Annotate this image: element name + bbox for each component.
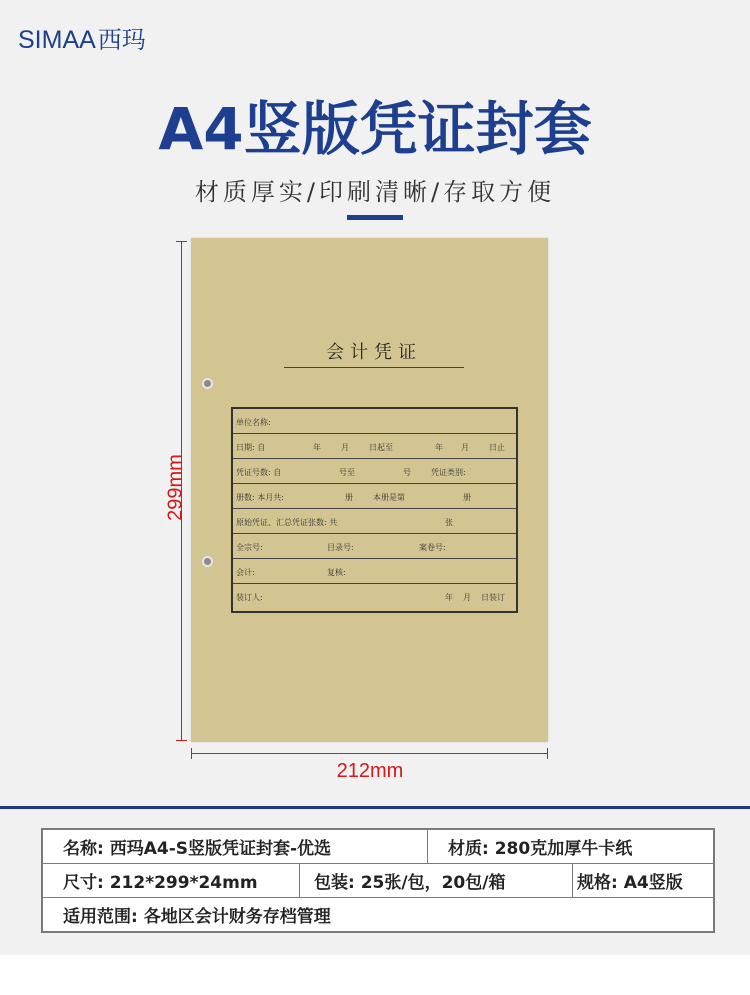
form-field: 月 — [461, 443, 469, 452]
form-field: 日止 — [489, 443, 505, 452]
page-title: A4竖版凭证封套 — [158, 95, 592, 163]
envelope-title-underline — [284, 367, 464, 368]
form-field: 会计: — [236, 568, 255, 577]
form-field: 凭证号数: 自 — [236, 468, 282, 477]
form-field: 复核: — [327, 568, 346, 577]
form-field: 册 — [463, 493, 471, 502]
brand-latin: SIMAA — [18, 26, 96, 54]
form-field: 日起至 — [369, 443, 393, 452]
form-field: 原始凭证、汇总凭证张数: 共 — [236, 518, 338, 527]
spec-table — [41, 828, 715, 933]
footer-band — [0, 955, 750, 995]
envelope-image — [191, 238, 548, 742]
spec-material: 材质: 280克加厚牛卡纸 — [428, 830, 713, 864]
form-row — [233, 534, 516, 559]
width-dimension-left-tick — [191, 748, 192, 759]
form-row — [233, 409, 516, 434]
form-field: 日装订 — [481, 593, 505, 602]
form-field: 案卷号: — [419, 543, 446, 552]
height-dimension-top-tick — [176, 241, 187, 242]
form-field: 日期: 自 — [236, 443, 266, 452]
envelope-form-table — [231, 407, 518, 613]
binding-hole — [202, 378, 213, 389]
form-row — [233, 434, 516, 459]
spec-usage: 适用范围: 各地区会计财务存档管理 — [63, 907, 331, 927]
form-field: 全宗号: — [236, 543, 263, 552]
brand-chinese: 西玛 — [97, 26, 146, 54]
form-field: 号至 — [339, 468, 355, 477]
form-field: 年 — [313, 443, 321, 452]
form-row — [233, 559, 516, 584]
section-divider — [0, 806, 750, 809]
form-field: 年 — [435, 443, 443, 452]
spec-size: 尺寸: 212*299*24mm — [43, 864, 300, 898]
form-row — [233, 484, 516, 509]
spec-name: 名称: 西玛A4-S竖版凭证封套-优选 — [43, 830, 428, 864]
form-field: 册 — [345, 493, 353, 502]
spec-packing: 包装: 25张/包，20包/箱 — [300, 864, 573, 898]
form-field: 册数: 本月共: — [236, 493, 284, 502]
width-dimension-label: 212mm — [336, 760, 404, 782]
form-field: 月 — [463, 593, 471, 602]
height-dimension-bottom-tick — [176, 740, 187, 741]
subtitle-underline — [347, 215, 403, 220]
height-dimension-label: 299mm — [164, 454, 187, 521]
form-row — [233, 509, 516, 534]
form-field: 张 — [445, 518, 453, 527]
spec-format: 规格: A4竖版 — [573, 864, 713, 898]
binding-hole — [202, 556, 213, 567]
form-field: 目录号: — [327, 543, 354, 552]
form-row — [233, 459, 516, 484]
form-field: 号 — [403, 468, 411, 477]
form-field: 本册是第 — [373, 493, 405, 502]
width-dimension-right-tick — [547, 748, 548, 759]
brand-logo — [18, 20, 146, 55]
form-field: 年 — [445, 593, 453, 602]
form-field: 月 — [341, 443, 349, 452]
width-dimension-line — [191, 753, 548, 754]
form-field: 凭证类别: — [431, 468, 466, 477]
form-field: 装订人: — [236, 593, 263, 602]
page-subtitle: 材质厚实/印刷清晰/存取方便 — [194, 178, 556, 206]
form-field: 单位名称: — [236, 418, 271, 427]
envelope-title: 会计凭证 — [326, 342, 422, 363]
form-row — [233, 584, 516, 609]
